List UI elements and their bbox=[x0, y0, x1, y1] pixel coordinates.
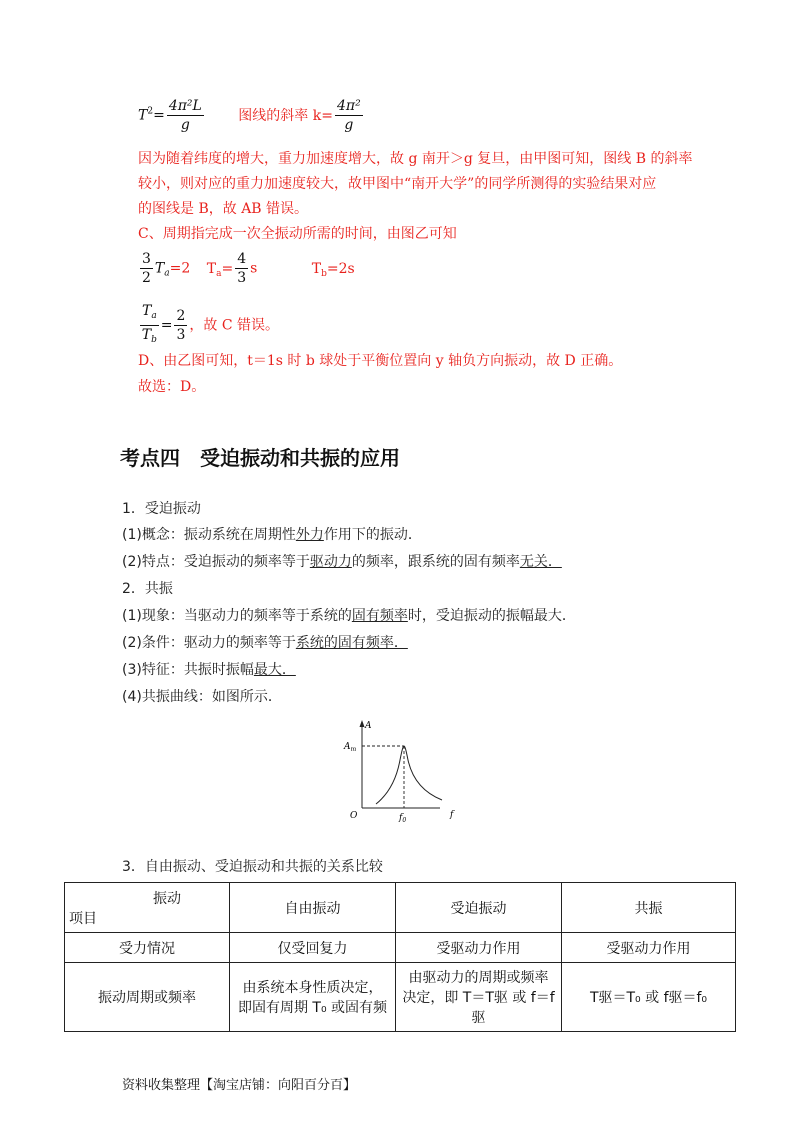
eq3-unit: s bbox=[250, 260, 258, 277]
eq4: $T_b=2s$ bbox=[311, 260, 355, 279]
eq1-lhs: T bbox=[138, 107, 148, 124]
slope-label: 图线的斜率 k= bbox=[238, 107, 333, 124]
f0-label: $f_0$ bbox=[399, 813, 407, 824]
free-period-cell: 由系统本身性质决定， 即固有周期 T₀ 或固有频 bbox=[230, 963, 396, 1032]
comparison-table bbox=[64, 882, 736, 1032]
slope-frac: $\frac{\text{4π²}}{g}$ bbox=[336, 98, 361, 133]
peak-label: $A_m$ bbox=[344, 742, 357, 753]
footer-source: 资料收集整理【淘宝店铺：向阳百分百】 bbox=[122, 1078, 357, 1093]
eq-ta-line bbox=[138, 250, 355, 287]
ratio-eq: = bbox=[160, 317, 173, 334]
header-resonance: 共振 bbox=[562, 883, 736, 933]
answer: 故选：D。 bbox=[138, 379, 206, 395]
table-row: 受力情况 仅受回复力 受驱动力作用 受驱动力作用 bbox=[65, 933, 736, 963]
eq2-rest: =2 bbox=[169, 260, 191, 277]
origin-label: O bbox=[350, 811, 358, 821]
eq2-sym: T bbox=[154, 260, 165, 277]
s1-concept: (1)概念：振动系统在周期性外力作用下的振动． bbox=[122, 527, 422, 543]
s2-phenomenon: (1)现象：当驱动力的频率等于系统的固有频率时，受迫振动的振幅最大． bbox=[122, 608, 576, 624]
ratio-tail: ，故 C 错误。 bbox=[189, 317, 279, 334]
s1-feature: (2)特点：受迫振动的频率等于驱动力的频率，跟系统的固有频率无关． bbox=[122, 554, 562, 570]
eq-period-line: $T^2=$ $\frac{\text{4π²L}}{g}$ 图线的斜率 k= $\frac{\text{4π²}}{g}$ bbox=[138, 98, 361, 133]
resonance-period-cell: T驱＝T₀ 或 f驱＝f₀ bbox=[562, 963, 736, 1032]
eq3-frac: $\frac{4}{3}$ bbox=[237, 251, 247, 286]
para1-line2: 较小，则对应的重力加速度较大，故甲图中“南开大学”的同学所测得的实验结果对应 bbox=[138, 176, 657, 192]
eq1-frac: $\frac{\text{4π²L}}{g}$ bbox=[168, 98, 202, 133]
s2-curve: (4)共振曲线：如图所示． bbox=[122, 689, 282, 705]
corner-cell: 振动 项目 bbox=[65, 883, 230, 933]
s2-characteristic: (3)特征：共振时振幅最大． bbox=[122, 662, 296, 678]
y-axis-arrow bbox=[360, 720, 365, 727]
para1-line3: 的图线是 B，故 AB 错误。 bbox=[138, 201, 309, 217]
ratio-line bbox=[138, 302, 279, 349]
s2-condition: (2)条件：驱动力的频率等于系统的固有频率． bbox=[122, 635, 408, 651]
forced-period-cell: 由驱动力的周期或频率 决定，即 T＝T驱 或 f＝f驱 bbox=[396, 963, 562, 1032]
s2-heading: 2．共振 bbox=[122, 581, 173, 597]
table-row: 振动周期或频率 由系统本身性质决定， 即固有周期 T₀ 或固有频 由驱动力的周期或频率 决定，即 T＝T驱 或 f＝f驱 T驱＝T₀ 或 f驱＝f₀ bbox=[65, 963, 736, 1032]
resonance-curve bbox=[376, 746, 442, 804]
para1-line1: 因为随着纬度的增大，重力加速度增大，故 g 南开＞g 复旦，由甲图可知，图线 B 的斜率 bbox=[138, 151, 693, 167]
resonance-curve-figure bbox=[340, 716, 465, 824]
option-c: C、周期指完成一次全振动所需的时间，由图乙可知 bbox=[138, 226, 457, 242]
eq2-sub: a bbox=[164, 268, 170, 279]
ratio-val: $\frac{2}{3}$ bbox=[176, 308, 186, 343]
header-free: 自由振动 bbox=[230, 883, 396, 933]
eq1-exp: 2 bbox=[147, 106, 154, 117]
ratio-frac: $\frac{T_a}{T_b}$ bbox=[141, 303, 157, 345]
header-forced: 受迫振动 bbox=[396, 883, 562, 933]
eq2-frac: $\frac{3}{2}$ bbox=[142, 251, 151, 286]
s1-heading: 1．受迫振动 bbox=[122, 501, 201, 517]
eq3: $T_a=$ bbox=[206, 260, 234, 279]
axis-x-label: f bbox=[450, 810, 454, 820]
section-title: 考点四 受迫振动和共振的应用 bbox=[120, 446, 400, 470]
axis-y-label: A bbox=[365, 721, 372, 731]
option-d: D、由乙图可知，t＝1s 时 b 球处于平衡位置向 y 轴负方向振动，故 D 正确。 bbox=[138, 353, 623, 369]
s3-heading: 3．自由振动、受迫振动和共振的关系比较 bbox=[122, 859, 383, 875]
